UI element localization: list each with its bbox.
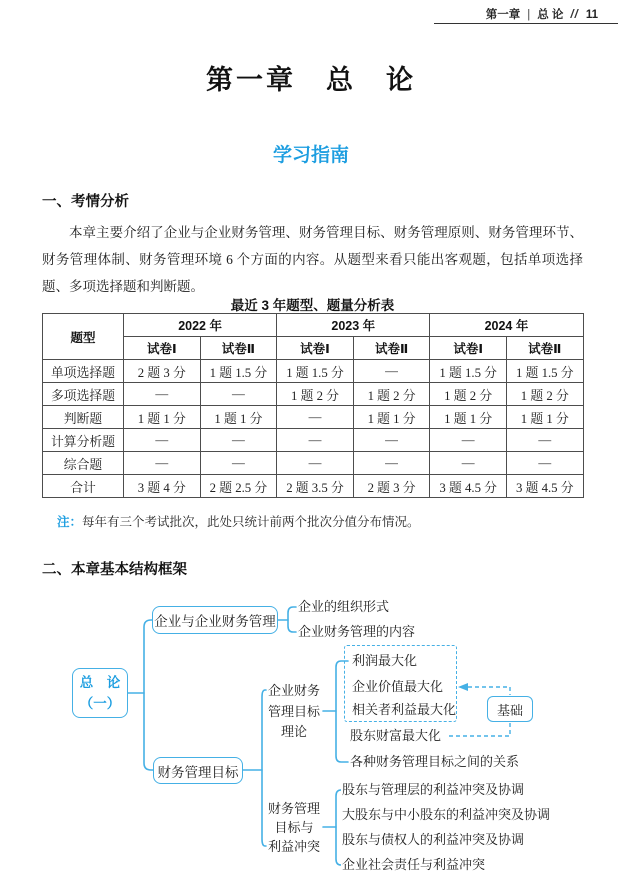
year-header: 2023 年 — [277, 314, 430, 337]
leaf-shareholder-mgmt-conflict: 股东与管理层的利益冲突及协调 — [342, 782, 525, 797]
subnode-goal-conflicts — [262, 799, 326, 856]
leaf-shareholder-creditor-conflict: 股东与债权人的利益冲突及协调 — [342, 832, 525, 847]
table-cell: 1 题 1 分 — [430, 406, 507, 429]
row-label: 单项选择题 — [43, 360, 124, 383]
paper-header: 试卷Ⅰ — [430, 337, 507, 360]
exam-analysis-paragraph: 本章主要介绍了企业与企业财务管理、财务管理目标、财务管理原则、财务管理环节、财务管理体制、财务管理环境 6 个方面的内容。从题型来看只能出客观题，包括单项选择题、多项选择题和判断题。 — [42, 225, 583, 294]
basis-node: 基础 — [487, 696, 533, 722]
row-label: 计算分析题 — [43, 429, 124, 452]
header-section: 总 论 — [537, 9, 564, 21]
table-cell: — — [430, 452, 507, 475]
goal-conflict-line2: 目标与 — [274, 820, 314, 835]
chapter-title: 第一章 总 论 — [206, 65, 416, 95]
table-cell: 1 题 2 分 — [353, 383, 430, 406]
paper-header: 试卷Ⅱ — [200, 337, 277, 360]
leaf-goal-relationships: 各种财务管理目标之间的关系 — [350, 754, 520, 769]
table-cell: 3 题 4 分 — [124, 475, 201, 498]
table-cell: 2 题 3 分 — [353, 475, 430, 498]
leaf-csr-conflict: 企业社会责任与利益冲突 — [342, 857, 486, 872]
branch-financial-mgmt-goals: 财务管理目标 — [153, 757, 243, 784]
table-cell: — — [277, 406, 354, 429]
goal-theory-line1: 企业财务 — [267, 683, 320, 698]
leaf-stakeholder-interest-max: 相关者利益最大化 — [352, 702, 457, 717]
goal-conflict-line1: 财务管理 — [267, 801, 320, 816]
table-cell: 3 题 4.5 分 — [430, 475, 507, 498]
table-cell: — — [277, 452, 354, 475]
section2-heading: 二、本章基本结构框架 — [42, 562, 187, 578]
table-cell: 1 题 2 分 — [430, 383, 507, 406]
table-cell: — — [124, 452, 201, 475]
table-cell: — — [430, 429, 507, 452]
note-text: 每年有三个考试批次，此处只统计前两个批次分值分布情况。 — [82, 515, 420, 529]
table-cell: 1 题 1.5 分 — [506, 360, 583, 383]
table-cell: — — [353, 360, 430, 383]
row-label: 综合题 — [43, 452, 124, 475]
exam-analysis-table — [42, 313, 584, 498]
table-cell: — — [200, 452, 277, 475]
goal-theory-line2: 管理目标 — [267, 703, 320, 719]
table-row — [43, 383, 584, 406]
leaf-profit-max: 利润最大化 — [352, 653, 418, 668]
goal-theory-line3: 理论 — [280, 724, 307, 739]
section1-heading: 一、考情分析 — [42, 194, 129, 210]
study-guide-subtitle: 学习指南 — [272, 145, 349, 166]
table-cell: 1 题 1 分 — [200, 406, 277, 429]
table-note — [57, 512, 420, 530]
table-cell: — — [200, 429, 277, 452]
table-cell: 1 题 1 分 — [124, 406, 201, 429]
exam-table-title: 最近 3 年题型、题量分析表 — [230, 298, 395, 313]
paper-header: 试卷Ⅰ — [124, 337, 201, 360]
row-label: 多项选择题 — [43, 383, 124, 406]
page-number: 11 — [585, 9, 598, 21]
table-cell: — — [506, 452, 583, 475]
subnode-goal-theory — [262, 681, 326, 743]
goal-conflict-line3: 利益冲突 — [267, 839, 320, 854]
note-label: 注： — [57, 515, 83, 529]
diagram-root-node — [72, 668, 128, 718]
table-row — [43, 429, 584, 452]
table-row — [43, 314, 584, 337]
table-cell: 1 题 1 分 — [506, 406, 583, 429]
table-row — [43, 337, 584, 360]
table-cell: — — [200, 383, 277, 406]
table-cell: 1 题 1.5 分 — [200, 360, 277, 383]
header-slashes-icon: // — [570, 9, 579, 21]
table-corner-header: 题型 — [43, 314, 124, 360]
table-cell: — — [353, 452, 430, 475]
table-cell: 2 题 3.5 分 — [277, 475, 354, 498]
header-chapter: 第一章 — [485, 9, 521, 21]
year-header: 2022 年 — [124, 314, 277, 337]
paper-header: 试卷Ⅱ — [353, 337, 430, 360]
table-cell: 1 题 1 分 — [353, 406, 430, 429]
table-cell: 1 题 1.5 分 — [277, 360, 354, 383]
root-line1: 总 论 — [79, 675, 121, 690]
table-cell: 2 题 3 分 — [124, 360, 201, 383]
row-label: 判断题 — [43, 406, 124, 429]
table-cell: — — [353, 429, 430, 452]
table-row — [43, 360, 584, 383]
table-cell: — — [124, 383, 201, 406]
table-row — [43, 406, 584, 429]
header-rule — [434, 23, 618, 24]
leaf-org-forms: 企业的组织形式 — [298, 599, 390, 614]
table-cell: 1 题 2 分 — [506, 383, 583, 406]
table-cell: — — [277, 429, 354, 452]
table-row — [43, 475, 584, 498]
table-cell: — — [124, 429, 201, 452]
table-cell: 3 题 4.5 分 — [506, 475, 583, 498]
leaf-enterprise-value-max: 企业价值最大化 — [352, 679, 444, 694]
running-header — [486, 6, 598, 22]
leaf-shareholder-wealth-max: 股东财富最大化 — [350, 728, 442, 743]
table-cell: 1 题 2 分 — [277, 383, 354, 406]
leaf-finance-mgmt-content: 企业财务管理的内容 — [298, 624, 416, 639]
table-cell: 1 题 1.5 分 — [430, 360, 507, 383]
year-header: 2024 年 — [430, 314, 583, 337]
leaf-major-minor-shareholder-conflict: 大股东与中小股东的利益冲突及协调 — [342, 807, 551, 822]
branch-enterprise-finance-mgmt: 企业与企业财务管理 — [152, 606, 278, 634]
row-label: 合计 — [43, 475, 124, 498]
table-row — [43, 452, 584, 475]
table-cell: — — [506, 429, 583, 452]
root-line2: （一） — [79, 696, 121, 711]
header-divider: | — [527, 9, 531, 21]
table-cell: 2 题 2.5 分 — [200, 475, 277, 498]
paper-header: 试卷Ⅱ — [506, 337, 583, 360]
paper-header: 试卷Ⅰ — [277, 337, 354, 360]
